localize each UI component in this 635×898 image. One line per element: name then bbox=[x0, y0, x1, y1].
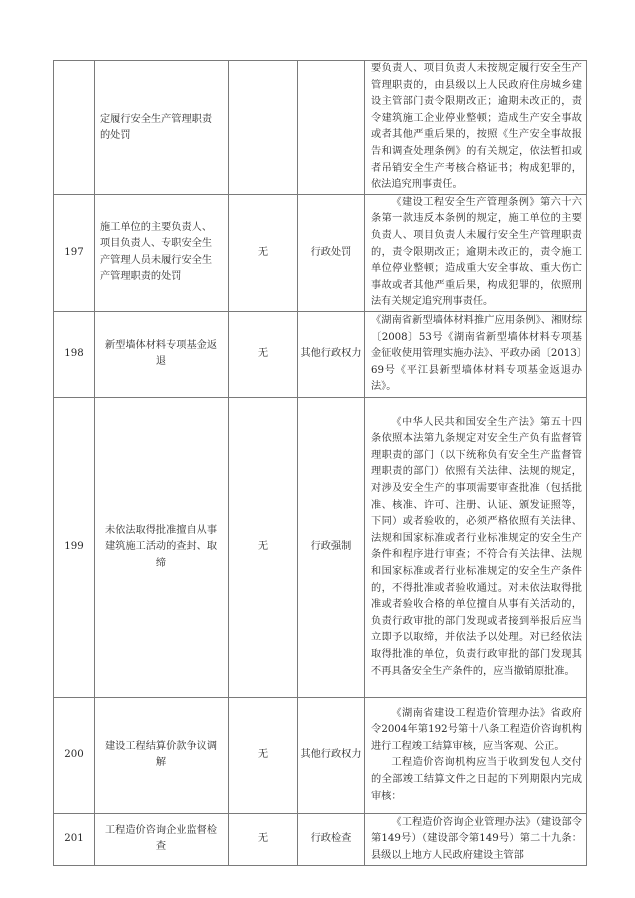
item-name: 工程造价咨询企业监督检查 bbox=[95, 813, 229, 865]
item-name: 新型墙体材料专项基金返退 bbox=[95, 311, 229, 397]
legal-basis-paragraph: 《工程造价咨询企业管理办法》（建设部令第149号）（建设部令第149号）第二十九条：县级以上地方人民政府建设主管部 bbox=[371, 816, 582, 861]
power-type: 行政强制 bbox=[298, 397, 365, 697]
legal-basis-paragraph: 《中华人民共和国安全生产法》第五十四条依照本法第九条规定对安全生产负有监督管理职责的部门（以下统称负有安全生产监督管理职责的部门）依照有关法律、法规的规定，对涉及安全生产的事项需要审查批准（包括批准、核准、许可、注册、认证、颁发证照等，下同）或者验收的，必须严格依照有关法律、法规和国家标准或者行业标准规定的安全生产条件和程序进行审查；不符合有关法律、法规和国家标准或者行业标准规定的安全生产条件的，不得批准或者验收通过。对未依法取得批准或者验收合格的单位擅自从事有关活动的，负责行政审批的部门发现或者接到举报后应当立即予以取缔，并依法予以处理。对已经依法取得批准的单位，负责行政审批的部门发现其不再具备安全生产条件的，应当撤销原批准。 bbox=[371, 416, 582, 677]
sub-item: 无 bbox=[229, 813, 298, 865]
item-name: 未依法取得批准擅自从事建筑施工活动的查封、取缔 bbox=[95, 397, 229, 697]
legal-basis bbox=[365, 194, 587, 311]
sub-item bbox=[229, 61, 298, 195]
table-row bbox=[54, 194, 587, 311]
legal-basis bbox=[365, 813, 587, 865]
row-number bbox=[54, 61, 95, 195]
legal-basis bbox=[365, 311, 587, 397]
sub-item: 无 bbox=[229, 311, 298, 397]
table-row-continued bbox=[54, 61, 587, 195]
item-name: 定履行安全生产管理职责的处罚 bbox=[95, 61, 229, 195]
power-type: 行政检查 bbox=[298, 813, 365, 865]
row-number: 198 bbox=[54, 311, 95, 397]
table-row bbox=[54, 813, 587, 865]
table-row bbox=[54, 311, 587, 397]
row-number: 197 bbox=[54, 194, 95, 311]
power-type: 行政处罚 bbox=[298, 194, 365, 311]
legal-basis bbox=[365, 61, 587, 195]
table-row bbox=[54, 397, 587, 697]
legal-basis-paragraph: 《湖南省建设工程造价管理办法》省政府令2004年第192号第十八条工程造价咨询机构进行工程竣工结算审核，应当客观、公正。 bbox=[371, 707, 582, 752]
legal-basis bbox=[365, 397, 587, 697]
item-name: 建设工程结算价款争议调解 bbox=[95, 697, 229, 813]
legal-basis-paragraph: 《建设工程安全生产管理条例》第六十六条第一款违反本条例的规定，施工单位的主要负责人、项目负责人未履行安全生产管理职责的，责令限期改正；逾期未改正的，责令施工单位停业整顿；造成重大安全事故、重大伤亡事故或者其他严重后果，构成犯罪的，依照刑法有关规定追究刑事责任。 bbox=[371, 196, 582, 308]
power-list-table bbox=[53, 60, 587, 866]
table-row bbox=[54, 697, 587, 813]
legal-basis bbox=[365, 697, 587, 813]
row-number: 201 bbox=[54, 813, 95, 865]
sub-item: 无 bbox=[229, 697, 298, 813]
legal-basis-paragraph: 要负责人、项目负责人未按规定履行安全生产管理职责的，由县级以上人民政府住房城乡建设主管部门责令限期改正；逾期未改正的，责令建筑施工企业停业整顿；造成生产安全事故或者其他严重后果的，按照《生产安全事故报告和调查处理条例》的有关规定，依法暂扣或者吊销安全生产考核合格证书；构成犯罪的，依法追究刑事责任。 bbox=[371, 63, 582, 191]
row-number: 199 bbox=[54, 397, 95, 697]
sub-item: 无 bbox=[229, 194, 298, 311]
legal-basis-paragraph: 《湖南省新型墙体材料推广应用条例》、湘财综〔2008〕53号《湖南省新型墙体材料专项基金征收使用管理实施办法》、平政办函〔2013〕69号《平江县新型墙体材料专项基金返退办法》。 bbox=[371, 314, 582, 393]
legal-basis-paragraph: 工程造价咨询机构应当于收到发包人交付的全部竣工结算文件之日起的下列期限内完成审核： bbox=[371, 757, 582, 802]
power-type: 其他行政权力 bbox=[298, 697, 365, 813]
row-number: 200 bbox=[54, 697, 95, 813]
power-type: 其他行政权力 bbox=[298, 311, 365, 397]
power-type bbox=[298, 61, 365, 195]
sub-item: 无 bbox=[229, 397, 298, 697]
item-name: 施工单位的主要负责人、项目负责人、专职安全生产管理人员未履行安全生产管理职责的处罚 bbox=[95, 194, 229, 311]
